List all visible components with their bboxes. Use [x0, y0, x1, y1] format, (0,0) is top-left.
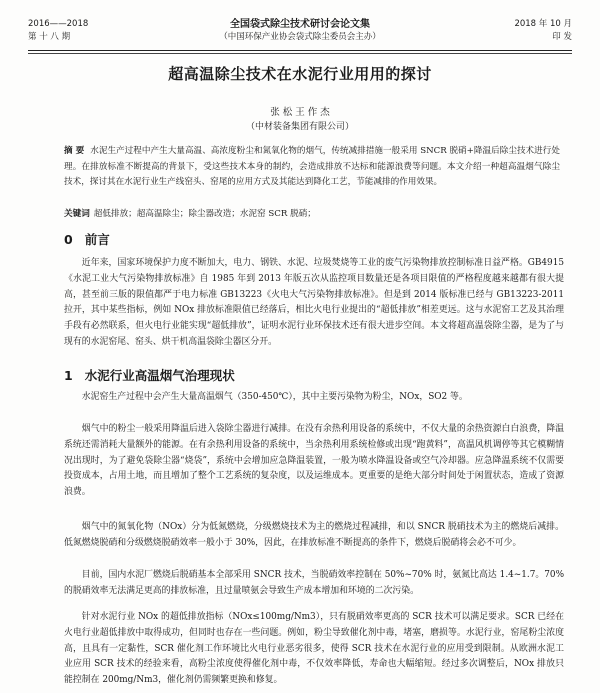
running-header [28, 18, 572, 54]
paragraph-3: 烟气中的氮氧化物（NOx）分为低氮燃烧，分级燃烧技术为主的燃烧过程减排，和以 SNCR 脱硝技术为主的燃烧后减排。低氮燃烧脱硝和分级燃烧脱硝效率一般小于 30%，因此，在排放标准不断提高的条件下，燃烧后脱硝将会必不可少。 [64, 522, 564, 548]
paragraph-2: 烟气中的粉尘一般采用降温后进入袋除尘器进行减排。在没有余热利用设备的系统中，不仅大量的余热资源白白浪费，降温系统还需消耗大量额外的能源。在有余热利用设备的系统中，当余热利用系统检修或出现“跑黄料”，高温风机调停等其它模糊情况出现时，为了避免袋除尘器“烧袋”，系统中会增加应急降温装置，一般为喷水降温设备或空气冷却器。应急降温系统不仅需要投资成本，占用土地，而且增加了整个工艺系统的复杂度，以及运维成本。更重要的是绝大部分时间处于闲置状态，造成了资源浪费。 [64, 424, 564, 498]
paragraph-5: 针对水泥行业 NOx 的超低排放指标（NOx≤100mg/Nm3），只有脱硝效率更高的 SCR 技术可以满足要求。SCR 已经在火电行业超低排放中取得成功，但同时也存在一些问题。例如，粉尘导致催化剂中毒，堵塞，磨损等。水泥行业，窑尾粉尘浓度高，且具有一定黏性，SCR 催化剂工作环境比火电行业恶劣很多，使得 SCR 技术在水泥行业的应用受到限制。从欧洲水泥工业应用 SCR 技术的经验来看，高粉尘浓度使得催化剂中毒，不仅效率降低，寿命也大幅缩短。经过多次调整后，NOx 排放只能控制在 200mg/Nm3，催化剂仍需频繁更换和修复。 [64, 612, 564, 686]
proceedings-organizer: （中国环保产业协会袋式除尘委员会主办） [219, 32, 381, 42]
header-print: 印 发 [552, 32, 572, 42]
paragraph-4: 目前，国内水泥厂燃烧后脱硝基本全部采用 SNCR 技术，当脱硝效率控制在 50%~70% 时，氨氮比高达 1.4~1.7。70% 的脱硝效率无法满足更高的排放标准，且过量喷氨会导致生产成本增加和环境的二次污染。 [64, 570, 564, 596]
header-right [514, 18, 572, 44]
paragraph-1: 水泥窑生产过程中会产生大量高温烟气（350-450℃），其中主要污染物为粉尘，NOx，SO2 等。 [81, 392, 468, 402]
section-heading-0 [64, 230, 110, 248]
proceedings-title: 全国袋式除尘技术研讨会论文集 [230, 19, 370, 30]
keywords [64, 207, 560, 221]
abstract-label: 摘 要 [64, 146, 85, 156]
header-date: 2018 年 10 月 [514, 19, 572, 29]
paper-authors: 张 松 王 作 杰 [270, 107, 330, 118]
section-title: 前言 [84, 232, 110, 247]
keywords-text: 超低排放；超高温除尘；除尘器改造；水泥窑 SCR 脱硝； [93, 209, 316, 219]
abstract-text: 水泥生产过程中产生大量高温、高浓度粉尘和氮氧化物的烟气，传统减排措施一般采用 SNCR 脱硝+降温后除尘技术进行处理。在排放标准不断提高的背景下，受这些技术本身的制约，会造成排放不达标和能源浪费等问题。本文介绍一种超高温烟气除尘技术，探讨其在水泥行业生产线窑头、窑尾的应用方式及其能达到降化工艺，节能减排的作用效果。 [64, 146, 560, 187]
header-center [28, 18, 572, 44]
paper-affiliation: （中材装备集团有限公司） [245, 122, 354, 132]
paper-title: 超高温除尘技术在水泥行业用用的探讨 [168, 65, 432, 83]
section-number: 0 [64, 232, 73, 247]
section-title: 水泥行业高温烟气治理现状 [84, 368, 235, 383]
header-years: 2016——2018 [28, 19, 89, 29]
abstract [64, 144, 560, 191]
section-number: 1 [64, 368, 73, 383]
header-rule-thin [28, 53, 572, 54]
header-issue: 第 十 八 期 [28, 32, 71, 42]
keywords-label: 关键词 [64, 209, 90, 219]
header-rule [28, 50, 572, 51]
intro-paragraph: 近年来，国家环境保护力度不断加大，电力、钢铁、水泥、垃圾焚烧等工业的废气污染物排放控制标准日益严格。GB4915《水泥工业大气污染物排放标准》自 1985 年到 2013 年版五次从监控项目数量还是各项目限值的严格程度越来越都有很大提高，甚至前三版的限值都严于电力标准 GB13223《火电大气污染物排放标准》。但是到 2014 版标准已经与 GB13223-2011 拉开，其中某些指标，例如 NOx 排放标准限值已经落后，相比火电行业提出的“超低排放”相差更远。这与水泥窑工艺及其治理手段有必然联系，但火电行业能实现“超低排放”，证明水泥行业环保技术还有很大进步空间。本文将超高温袋除尘器，是为了与现有的水泥窑尾、窑头、烘干机高温袋除尘器区分开。 [64, 258, 564, 347]
section-heading-1 [64, 366, 235, 384]
